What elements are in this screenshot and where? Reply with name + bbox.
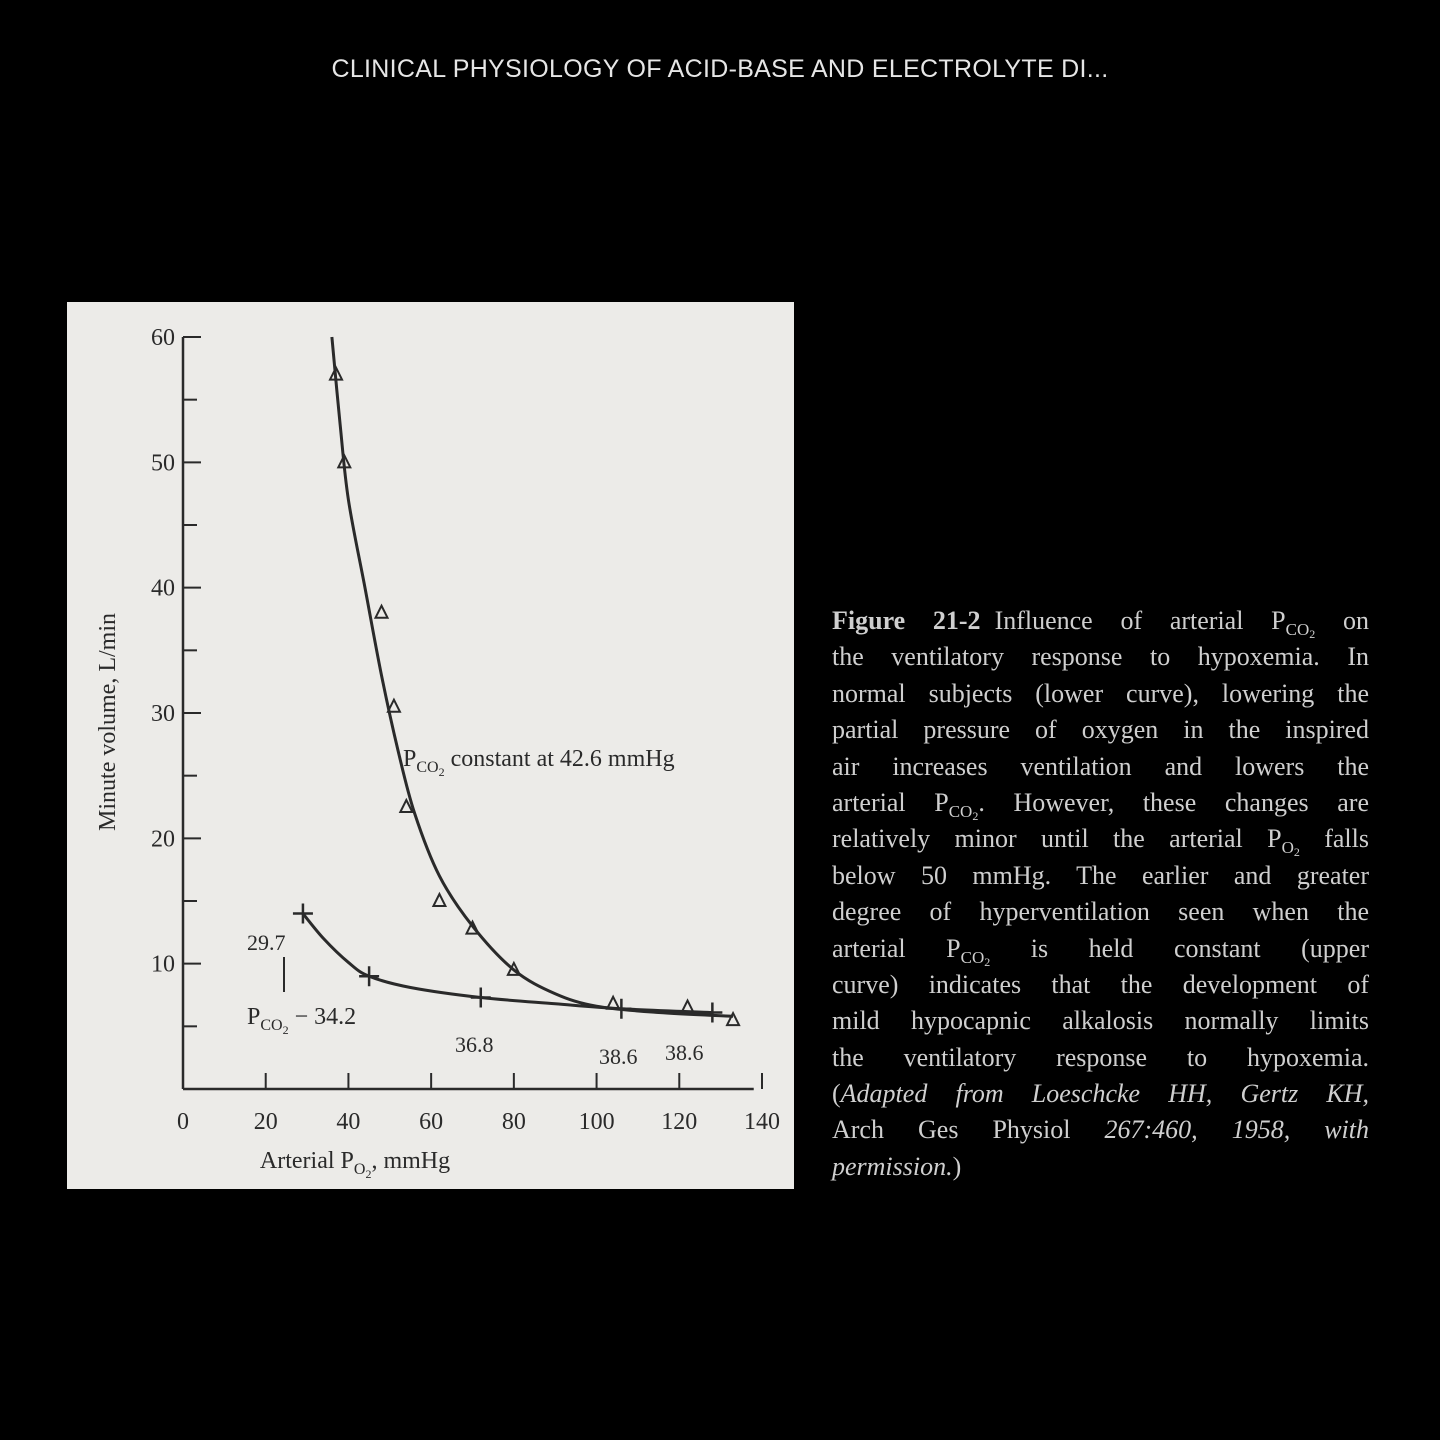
caption-line-13: the ventilatory response to hypoxemia. [832, 1042, 1369, 1072]
cross-marker [702, 1003, 722, 1023]
y-tick-label: 20 [151, 826, 175, 853]
cross-marker [471, 988, 491, 1008]
y-tick-label: 40 [151, 575, 175, 602]
ventilation-chart [67, 302, 794, 1189]
figure-label: Figure 21-2 [832, 606, 981, 635]
caption-line-14: (Adapted from Loeschcke HH, Gertz KH, [832, 1079, 1369, 1109]
y-axis-label: Minute volume, L/min [95, 613, 121, 831]
caption-line-12: mild hypocapnic alkalosis normally limits [832, 1006, 1369, 1036]
y-tick-label: 50 [151, 450, 175, 477]
chart-markers [293, 368, 739, 1025]
triangle-marker [376, 606, 388, 618]
y-tick-label: 60 [151, 325, 175, 351]
y-tick-label: 10 [151, 951, 175, 978]
x-tick-label: 60 [419, 1109, 444, 1135]
caption-line-15: Arch Ges Physiol 267:460, 1958, with [832, 1115, 1370, 1145]
book-title: CLINICAL PHYSIOLOGY OF ACID-BASE AND ELECTROLYTE DI... [331, 55, 1109, 83]
x-tick-label: 40 [336, 1109, 361, 1135]
x-tick-label: 0 [177, 1109, 189, 1135]
x-tick-label: 80 [501, 1109, 526, 1135]
cross-marker [611, 999, 631, 1019]
caption-line-1: Figure 21-2 Influence of arterial $P_{CO_2}$ on [832, 606, 1369, 641]
lower-curve-label: $P_{CO}2 - 34.2$ [247, 1004, 357, 1037]
caption-line-9: degree of hyperventilation seen when the [832, 897, 1369, 927]
label-38-6-a: 38.6 [599, 1044, 638, 1069]
caption-line-2: the ventilatory response to hypoxemia. In [832, 642, 1369, 672]
caption-line-7: relatively minor until the arterial $P_{O_2}$ falls [832, 824, 1370, 860]
caption-line-11: curve) indicates that the development of [832, 969, 1369, 999]
y-tick-label: 30 [151, 701, 175, 727]
caption-line-10: arterial $P_{CO_2}$ is held constant (upper [832, 933, 1369, 969]
label-29-7: 29.7 [247, 930, 286, 955]
label-36-8: 36.8 [455, 1032, 494, 1057]
caption-line-16: permission.) [832, 1151, 962, 1181]
caption-line-5: air increases ventilation and lowers the [832, 751, 1369, 781]
triangle-marker [433, 894, 445, 906]
x-tick-label: 100 [578, 1109, 615, 1135]
figure-image [67, 302, 794, 1189]
triangle-marker [388, 700, 400, 712]
upper-curve-line [332, 337, 733, 1016]
caption-line-6: arterial $P_{CO_2}$. However, these changes are [832, 787, 1369, 823]
chart-curves [303, 337, 733, 1016]
caption-line-8: below 50 mmHg. The earlier and greater [832, 860, 1369, 890]
caption-line-4: partial pressure of oxygen in the inspired [832, 715, 1369, 745]
x-tick-label: 140 [744, 1109, 780, 1135]
x-axis-label: Arterial $P_O2$, mmHg [259, 1148, 451, 1181]
upper-curve-label: $P_{CO}2$ constant at 42.6 mmHg [403, 746, 675, 779]
x-tick-label: 20 [253, 1109, 278, 1135]
label-38-6-b: 38.6 [665, 1040, 704, 1065]
x-tick-label: 120 [661, 1109, 698, 1135]
figure-caption [832, 603, 1369, 1185]
caption-line-3: normal subjects (lower curve), lowering the [832, 678, 1369, 708]
cross-marker [359, 966, 379, 986]
